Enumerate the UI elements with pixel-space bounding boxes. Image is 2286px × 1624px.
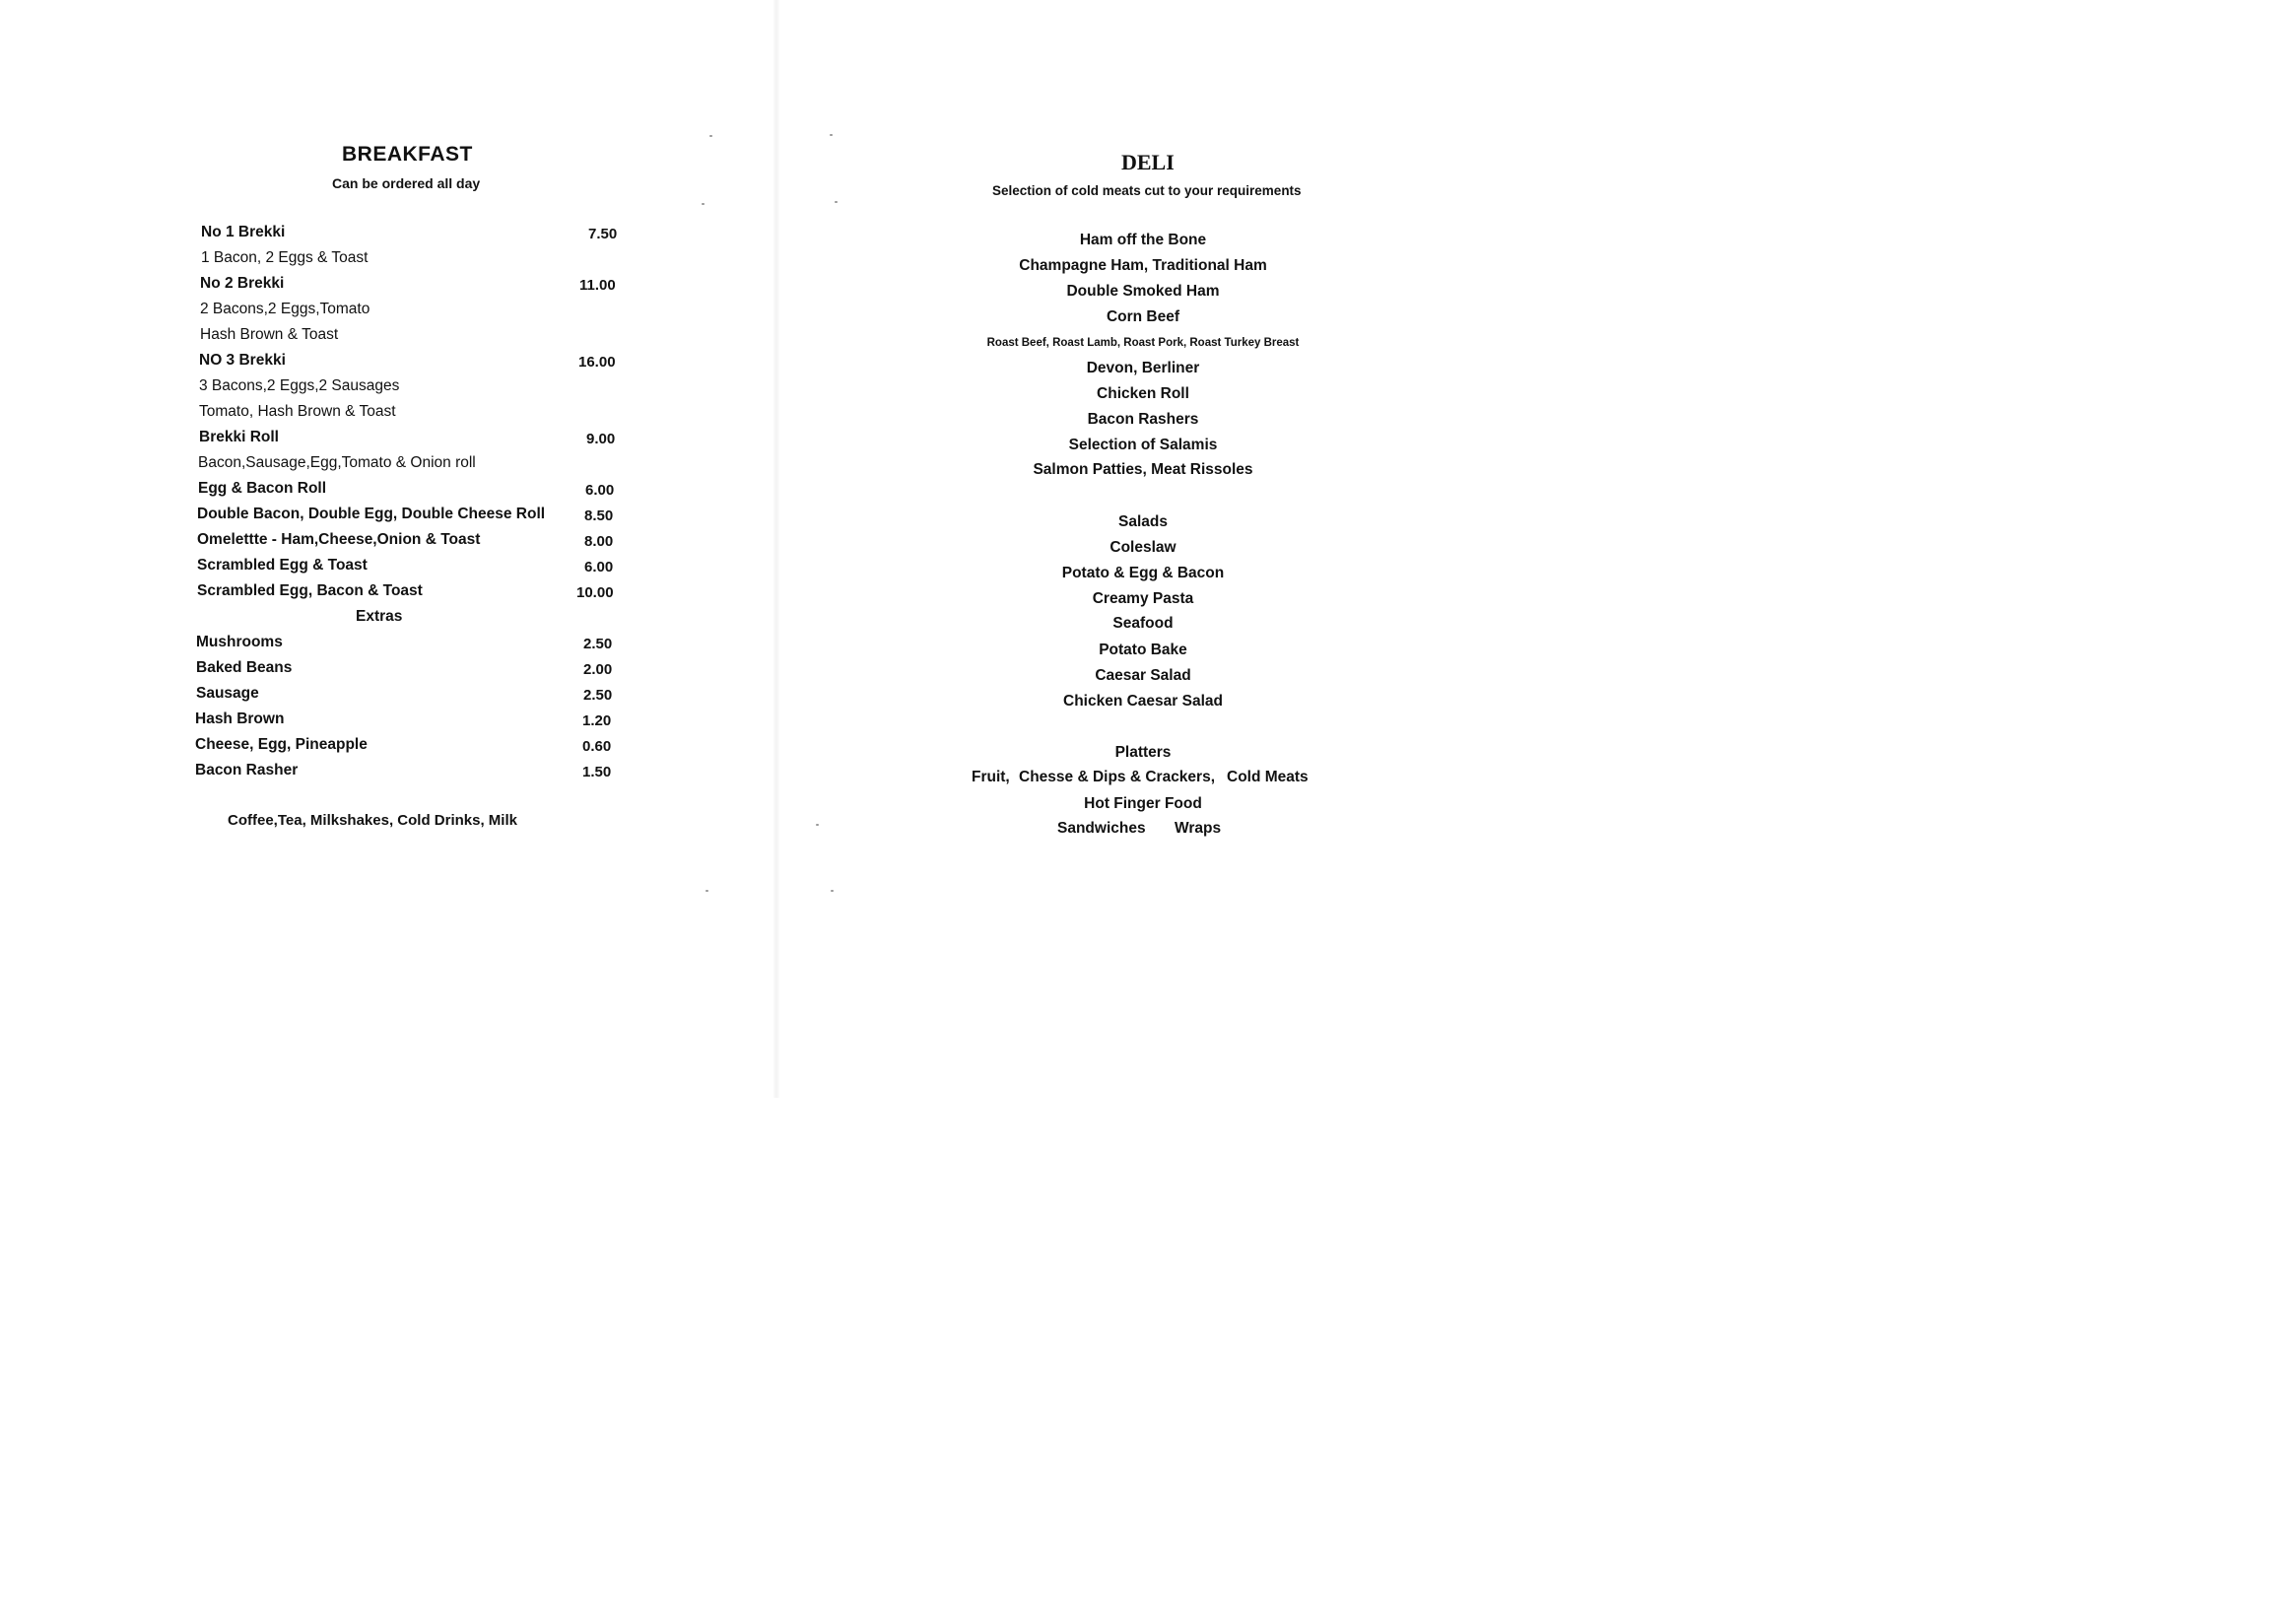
extra-item-price: 2.50 [583, 687, 613, 704]
platters-heading: Platters [1114, 744, 1172, 761]
menu-item-price: 10.00 [576, 584, 614, 601]
menu-item-description [200, 326, 624, 350]
breakfast-subtitle: Can be ordered all day [332, 175, 481, 191]
menu-item-description [200, 301, 624, 324]
deli-meat-item: Devon, Berliner [1086, 360, 1200, 376]
breakfast-title: BREAKFAST [342, 143, 473, 166]
menu-item-price: 7.50 [588, 226, 618, 242]
menu-item-name: Egg & Bacon Roll [198, 480, 327, 497]
menu-item-name: No 1 Brekki [201, 224, 286, 240]
menu-item-name: Scrambled Egg, Bacon & Toast [197, 582, 423, 599]
extra-item-row [195, 762, 619, 785]
extra-item-name: Sausage [196, 685, 259, 702]
deli-salad-item: Caesar Salad [1095, 667, 1191, 684]
menu-item-price: 8.00 [584, 533, 614, 550]
extra-item-price: 1.50 [582, 764, 612, 780]
deli-salad-item: Potato Bake [1099, 642, 1187, 658]
platter-item: Sandwiches [1057, 820, 1146, 837]
deli-salad-item: Chicken Caesar Salad [1063, 693, 1223, 710]
menu-item-description-text: 2 Bacons,2 Eggs,Tomato [200, 301, 370, 317]
scan-speck [830, 134, 833, 136]
menu-item-price: 11.00 [579, 277, 616, 294]
deli-meat-item: Chicken Roll [1097, 385, 1189, 402]
deli-meat-item: Bacon Rashers [1087, 411, 1199, 428]
deli-salad-item: Potato & Egg & Bacon [1061, 565, 1225, 581]
platter-item: Hot Finger Food [1084, 795, 1202, 812]
scan-speck [706, 890, 708, 892]
deli-meat-item: Corn Beef [1106, 308, 1180, 325]
menu-item-price: 6.00 [584, 559, 614, 575]
menu-item-name: Brekki Roll [199, 429, 279, 445]
extra-item-price: 2.00 [583, 661, 613, 678]
platter-line [946, 769, 1340, 790]
page-fold [773, 0, 780, 1098]
deli-salad-item: Creamy Pasta [1092, 590, 1194, 607]
deli-salad-item: Seafood [1112, 615, 1174, 632]
extra-item-row [195, 736, 619, 760]
menu-item-row [199, 352, 623, 375]
menu-item-row [197, 506, 621, 529]
platter-item: Chesse & Dips & Crackers, [1019, 769, 1216, 785]
extra-item-row [196, 685, 620, 709]
menu-item-name: Omelettte - Ham,Cheese,Onion & Toast [197, 531, 481, 548]
platter-item: Fruit, [972, 769, 1010, 785]
menu-item-description-text: Tomato, Hash Brown & Toast [199, 403, 396, 420]
extra-item-name: Cheese, Egg, Pineapple [195, 736, 368, 753]
deli-meat-item: Champagne Ham, Traditional Ham [1019, 257, 1267, 274]
extras-heading: Extras [356, 608, 403, 625]
extra-item-row [196, 659, 620, 683]
scan-speck [709, 135, 712, 137]
scan-speck [702, 203, 705, 205]
deli-meat-item: Selection of Salamis [1068, 437, 1218, 453]
drinks-note: Coffee,Tea, Milkshakes, Cold Drinks, Milk [228, 812, 517, 829]
extra-item-name: Mushrooms [196, 634, 283, 650]
menu-item-row [198, 480, 622, 504]
menu-item-price: 6.00 [585, 482, 615, 499]
platter-item: Cold Meats [1227, 769, 1309, 785]
deli-meat-item: Ham off the Bone [1079, 232, 1207, 248]
salads-heading: Salads [1118, 513, 1168, 530]
menu-item-row [200, 275, 624, 299]
menu-item-row [199, 429, 623, 452]
deli-title: DELI [1121, 150, 1175, 174]
menu-item-description-text: 3 Bacons,2 Eggs,2 Sausages [199, 377, 400, 394]
extra-item-price: 0.60 [582, 738, 612, 755]
scan-speck [835, 201, 838, 203]
menu-item-row [197, 531, 621, 555]
menu-item-description-text: 1 Bacon, 2 Eggs & Toast [201, 249, 369, 266]
scan-speck [816, 824, 819, 826]
deli-subtitle: Selection of cold meats cut to your requirements [992, 183, 1302, 198]
menu-item-description [199, 403, 623, 427]
menu-item-price: 8.50 [584, 508, 614, 524]
menu-item-row [197, 557, 621, 580]
extra-item-price: 1.20 [582, 712, 612, 729]
extra-item-row [196, 634, 620, 657]
deli-meat-item: Double Smoked Ham [1066, 283, 1220, 300]
extra-item-row [195, 710, 619, 734]
scan-speck [831, 890, 834, 892]
menu-item-name: NO 3 Brekki [199, 352, 286, 369]
menu-item-row [201, 224, 625, 247]
deli-meat-item: Salmon Patties, Meat Rissoles [1033, 461, 1253, 478]
menu-item-description-text: Bacon,Sausage,Egg,Tomato & Onion roll [198, 454, 476, 471]
extra-item-price: 2.50 [583, 636, 613, 652]
deli-salad-item: Coleslaw [1109, 539, 1177, 556]
menu-item-description [199, 377, 623, 401]
menu-item-name: No 2 Brekki [200, 275, 285, 292]
menu-item-price: 9.00 [586, 431, 616, 447]
deli-meat-item: Roast Beef, Roast Lamb, Roast Pork, Roast Turkey Breast [986, 337, 1300, 349]
platter-item: Wraps [1175, 820, 1222, 837]
menu-item-description [201, 249, 625, 273]
menu-item-description-text: Hash Brown & Toast [200, 326, 339, 343]
menu-item-row [197, 582, 621, 606]
platter-line [946, 820, 1340, 842]
extra-item-name: Bacon Rasher [195, 762, 299, 778]
extra-item-name: Baked Beans [196, 659, 293, 676]
menu-item-description [198, 454, 622, 478]
extra-item-name: Hash Brown [195, 710, 285, 727]
menu-item-name: Double Bacon, Double Egg, Double Cheese Roll [197, 506, 546, 522]
menu-item-name: Scrambled Egg & Toast [197, 557, 368, 574]
menu-item-price: 16.00 [578, 354, 616, 371]
